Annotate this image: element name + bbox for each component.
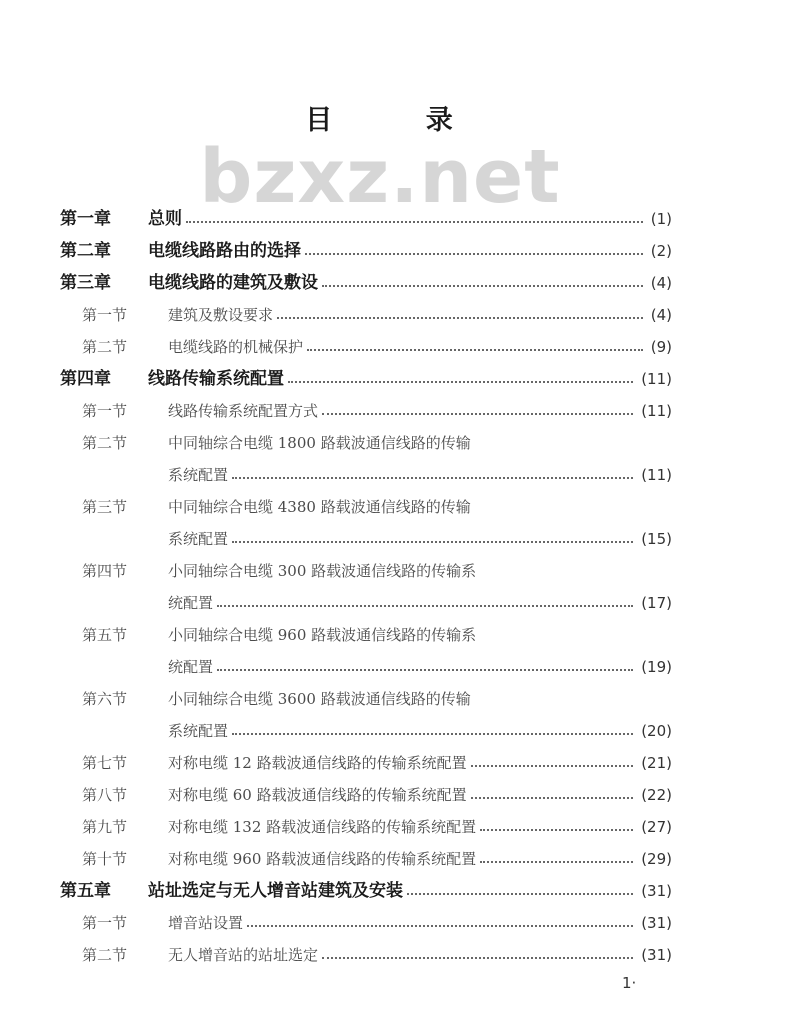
toc-page: (15) (641, 530, 672, 548)
leader-dots (471, 765, 634, 767)
toc-page: (4) (650, 274, 672, 292)
toc-entry (60, 747, 672, 779)
toc-number: 第一节 (82, 402, 128, 420)
toc-page: (31) (641, 946, 672, 964)
leader-dots (307, 349, 643, 351)
toc-number: 第六节 (82, 690, 128, 708)
toc-number: 第一节 (82, 914, 128, 932)
leader-dots (232, 733, 633, 735)
toc-entry (60, 203, 672, 235)
toc-number: 第九节 (82, 818, 128, 836)
toc-title: 对称电缆 12 路载波通信线路的传输系统配置 (168, 754, 467, 772)
toc-entry (60, 779, 672, 811)
toc-title: 对称电缆 132 路载波通信线路的传输系统配置 (168, 818, 477, 836)
table-of-contents (60, 203, 672, 971)
toc-title: 电缆线路的建筑及敷设 (148, 273, 318, 293)
toc-number: 第四节 (82, 562, 128, 580)
leader-dots (322, 413, 633, 415)
toc-title-line2: 统配置 (168, 658, 214, 676)
toc-entry-continuation (60, 651, 672, 683)
toc-number: 第二章 (60, 241, 111, 261)
page-number: 1· (622, 974, 637, 992)
toc-title-line1: 中同轴综合电缆 1800 路载波通信线路的传输 (168, 434, 471, 452)
toc-number: 第一节 (82, 306, 128, 324)
toc-entry (60, 395, 672, 427)
toc-number: 第二节 (82, 338, 128, 356)
toc-title-line1: 小同轴综合电缆 3600 路载波通信线路的传输 (168, 690, 471, 708)
watermark: bzxz.net (199, 134, 561, 220)
toc-number: 第七节 (82, 754, 128, 772)
toc-entry (60, 875, 672, 907)
toc-title: 线路传输系统配置方式 (168, 402, 319, 420)
toc-title-line2: 统配置 (168, 594, 214, 612)
toc-page: (31) (641, 882, 672, 900)
toc-title: 对称电缆 60 路载波通信线路的传输系统配置 (168, 786, 467, 804)
toc-title: 电缆线路的机械保护 (168, 338, 304, 356)
toc-page: (1) (650, 210, 672, 228)
toc-entry (60, 363, 672, 395)
leader-dots (288, 381, 633, 383)
toc-page: (17) (641, 594, 672, 612)
leader-dots (322, 285, 643, 287)
toc-page: (29) (641, 850, 672, 868)
toc-page: (22) (641, 786, 672, 804)
toc-number: 第十节 (82, 850, 128, 868)
toc-entry-continuation (60, 587, 672, 619)
toc-number: 第二节 (82, 434, 128, 452)
toc-page: (27) (641, 818, 672, 836)
leader-dots (277, 317, 643, 319)
toc-number: 第五节 (82, 626, 128, 644)
toc-entry (60, 299, 672, 331)
toc-page: (31) (641, 914, 672, 932)
leader-dots (480, 861, 633, 863)
toc-title: 对称电缆 960 路载波通信线路的传输系统配置 (168, 850, 477, 868)
toc-entry (60, 267, 672, 299)
toc-page: (21) (641, 754, 672, 772)
leader-dots (217, 605, 633, 607)
toc-title-line1: 小同轴综合电缆 960 路载波通信线路的传输系 (168, 626, 477, 644)
leader-dots (186, 221, 643, 223)
leader-dots (247, 925, 633, 927)
toc-number: 第八节 (82, 786, 128, 804)
leader-dots (217, 669, 633, 671)
toc-title-line2: 系统配置 (168, 722, 229, 740)
toc-page: (4) (650, 306, 672, 324)
toc-title-line2: 系统配置 (168, 466, 229, 484)
toc-page: (20) (641, 722, 672, 740)
toc-entry (60, 331, 672, 363)
toc-entry (60, 811, 672, 843)
leader-dots (232, 541, 633, 543)
toc-title: 总则 (148, 209, 182, 229)
toc-entry (60, 235, 672, 267)
toc-page: (19) (641, 658, 672, 676)
toc-entry-continuation (60, 715, 672, 747)
toc-page: (11) (641, 466, 672, 484)
toc-number: 第四章 (60, 369, 111, 389)
toc-title: 电缆线路路由的选择 (148, 241, 301, 261)
toc-entry (60, 683, 672, 715)
toc-page: (2) (650, 242, 672, 260)
toc-entry-continuation (60, 523, 672, 555)
page-title: 目 录 (305, 105, 495, 136)
toc-entry (60, 491, 672, 523)
leader-dots (305, 253, 643, 255)
toc-entry (60, 555, 672, 587)
toc-page: (11) (641, 402, 672, 420)
leader-dots (322, 957, 633, 959)
toc-title-line1: 中同轴综合电缆 4380 路载波通信线路的传输 (168, 498, 471, 516)
toc-number: 第五章 (60, 881, 111, 901)
toc-title: 站址选定与无人增音站建筑及安装 (148, 881, 403, 901)
leader-dots (407, 893, 633, 895)
toc-title: 线路传输系统配置 (148, 369, 284, 389)
toc-entry (60, 427, 672, 459)
toc-number: 第三节 (82, 498, 128, 516)
toc-entry (60, 843, 672, 875)
toc-number: 第二节 (82, 946, 128, 964)
toc-number: 第一章 (60, 209, 111, 229)
toc-title: 无人增音站的站址选定 (168, 946, 319, 964)
toc-title: 建筑及敷设要求 (168, 306, 274, 324)
toc-page: (9) (650, 338, 672, 356)
toc-entry (60, 939, 672, 971)
leader-dots (480, 829, 633, 831)
toc-title-line2: 系统配置 (168, 530, 229, 548)
toc-page: (11) (641, 370, 672, 388)
leader-dots (232, 477, 633, 479)
toc-number: 第三章 (60, 273, 111, 293)
toc-entry (60, 907, 672, 939)
leader-dots (471, 797, 634, 799)
toc-title-line1: 小同轴综合电缆 300 路载波通信线路的传输系 (168, 562, 477, 580)
toc-entry-continuation (60, 459, 672, 491)
toc-title: 增音站设置 (168, 914, 244, 932)
toc-entry (60, 619, 672, 651)
